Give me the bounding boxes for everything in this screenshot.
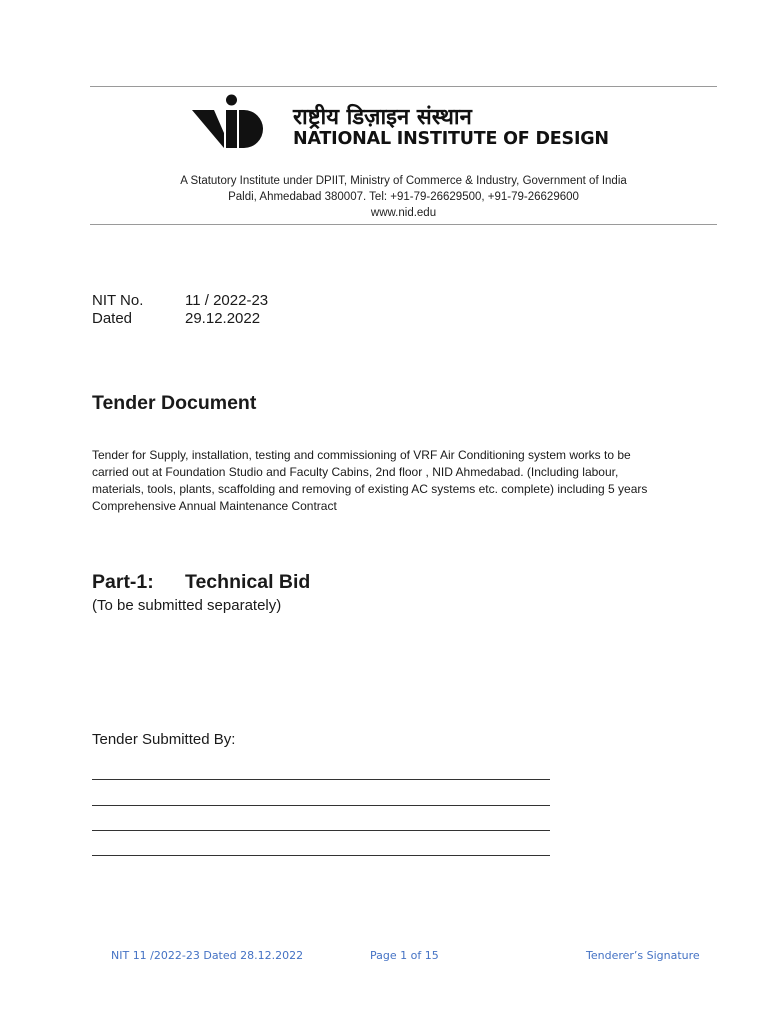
address-line-2: Paldi, Ahmedabad 380007. Tel: +91-79-26629500, +91-79-26629600: [228, 191, 579, 203]
footer-signature-label: Tenderer’s Signature: [586, 949, 700, 962]
dated-value: 29.12.2022: [185, 310, 261, 327]
top-rule: [90, 86, 717, 87]
website-link[interactable]: www.nid.edu: [370, 207, 437, 219]
document-title: Tender Document: [92, 392, 257, 414]
address-line-1: A Statutory Institute under DPIIT, Ministry of Commerce & Industry, Government of India: [180, 175, 627, 187]
org-name-hindi: राष्ट्रीय डिज़ाइन संस्थान: [293, 105, 472, 130]
tender-description: [92, 447, 712, 515]
footer-nit-reference: NIT 11 /2022-23 Dated 28.12.2022: [111, 949, 304, 962]
description-line: carried out at Foundation Studio and Faculty Cabins, 2nd floor , NID Ahmedabad. (Including labour,: [92, 465, 619, 479]
signature-line-4[interactable]: [92, 855, 550, 856]
part-label: Part-1:: [92, 571, 154, 593]
description-line: Tender for Supply, installation, testing and commissioning of VRF Air Conditioning system works to be: [92, 448, 631, 462]
org-name-english: NATIONAL INSTITUTE OF DESIGN: [293, 129, 609, 149]
footer-page-number: Page 1 of 15: [370, 949, 439, 962]
part-note: (To be submitted separately): [92, 597, 282, 614]
signature-line-3[interactable]: [92, 830, 550, 831]
dated-label: Dated: [92, 310, 133, 327]
signature-line-1[interactable]: [92, 779, 550, 780]
nit-value: 11 / 2022-23: [185, 292, 269, 309]
nid-logo-icon: [192, 92, 266, 148]
submitted-by-label: Tender Submitted By:: [92, 731, 236, 748]
nit-label: NIT No.: [92, 292, 144, 309]
description-line: Comprehensive Annual Maintenance Contract: [92, 499, 337, 513]
header-bottom-rule: [90, 224, 717, 225]
signature-line-2[interactable]: [92, 805, 550, 806]
description-line: materials, tools, plants, scaffolding and removing of existing AC systems etc. complete) including 5 years: [92, 482, 648, 496]
part-title: Technical Bid: [185, 571, 311, 593]
